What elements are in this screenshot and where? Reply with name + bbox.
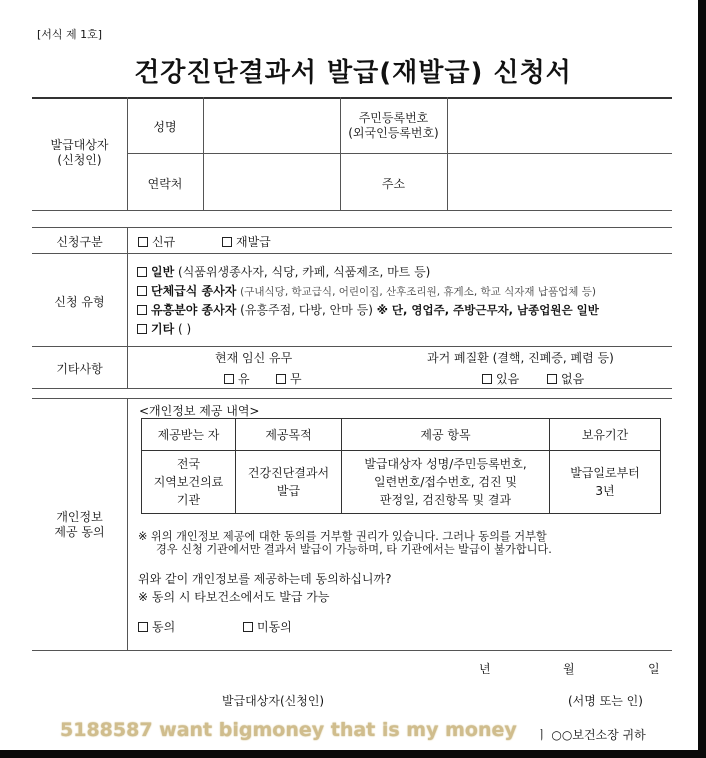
- row-divider: [32, 650, 672, 651]
- bottom-frame-edge: [0, 750, 706, 758]
- checkbox-icon: [276, 374, 286, 384]
- row-divider: [127, 153, 672, 154]
- disease-no-option[interactable]: 없음: [547, 370, 584, 387]
- footer-applicant-label: 발급대상자(신청인): [222, 694, 325, 708]
- table-cell: 발급대상자 성명/주민등록번호, 일련번호/접수번호, 검진 및 판정일, 검진항목 및 결과: [342, 451, 550, 514]
- checkbox-icon: [138, 622, 148, 632]
- table-header: 제공받는 자: [142, 419, 236, 451]
- row-divider: [32, 398, 672, 399]
- row-divider: [32, 227, 672, 228]
- application-type-label: 신청 유형: [54, 295, 105, 309]
- consent-agree-option[interactable]: 동의: [138, 618, 175, 635]
- row-divider: [32, 253, 672, 254]
- privacy-notice-line1: ※ 위의 개인정보 제공에 대한 동의를 거부할 권리가 있습니다. 그러나 동의를 거부할: [138, 530, 547, 543]
- name-field[interactable]: [204, 99, 339, 152]
- col-divider: [127, 227, 128, 388]
- privacy-notice-line2: 경우 신청 기관에서만 결과서 발급이 가능하며, 타 기관에서는 발급이 불가합니다.: [156, 543, 552, 556]
- address-field[interactable]: [448, 155, 671, 209]
- table-header: 보유기간: [550, 419, 661, 451]
- request-type-label: 신청구분: [56, 235, 103, 249]
- checkbox-icon: [482, 374, 492, 384]
- checkbox-icon: [137, 324, 147, 334]
- privacy-caption: <개인정보 제공 내역>: [139, 404, 260, 418]
- pregnancy-label: 현재 임신 유무: [215, 351, 293, 365]
- address-label: 주소: [381, 177, 406, 191]
- recipient-label: ㅣ ○○보건소장 귀하: [536, 728, 646, 742]
- col-divider: [127, 398, 128, 650]
- pregnancy-yes-option[interactable]: 유: [224, 370, 250, 387]
- table-cell: 발급일로부터 3년: [550, 451, 661, 514]
- date-month-label: 월: [563, 662, 575, 676]
- table-header: 제공 항목: [342, 419, 550, 451]
- privacy-table: [141, 418, 661, 514]
- consent-disagree-option[interactable]: 미동의: [243, 618, 292, 635]
- type-entertainment-option[interactable]: 유흥분야 종사자 (유흥주점, 다방, 안마 등) ※ 단, 영업주, 주방근무자, 남종업원은 일반: [137, 301, 599, 318]
- contact-label: 연락처: [147, 177, 183, 191]
- pregnancy-no-option[interactable]: 무: [276, 370, 302, 387]
- page-title: 건강진단결과서 발급(재발급) 신청서: [134, 58, 572, 88]
- date-year-label: 년: [479, 662, 491, 676]
- table-cell: 건강진단결과서 발급: [236, 451, 342, 514]
- contact-field[interactable]: [204, 155, 339, 209]
- table-cell: 전국 지역보건의료 기관: [142, 451, 236, 514]
- checkbox-icon: [137, 305, 147, 315]
- privacy-note: ※ 동의 시 타보건소에서도 발급 가능: [138, 590, 330, 604]
- request-reissue-option[interactable]: 재발급: [222, 233, 271, 250]
- request-new-option[interactable]: 신규: [138, 233, 175, 250]
- type-other-option[interactable]: 기타 ( ): [137, 320, 191, 337]
- row-divider: [32, 210, 672, 211]
- checkbox-icon: [224, 374, 234, 384]
- privacy-question: 위와 같이 개인정보를 제공하는데 동의하십니까?: [138, 572, 392, 586]
- checkbox-icon: [222, 237, 232, 247]
- type-general-option[interactable]: 일반 (식품위생종사자, 식당, 카페, 식품제조, 마트 등): [137, 263, 430, 280]
- checkbox-icon: [138, 237, 148, 247]
- privacy-table-header-row: [142, 419, 661, 451]
- type-group-meal-option[interactable]: 단체급식 종사자 (구내식당, 학교급식, 어린이집, 산후조리원, 휴게소, 학교 식자재 납품업체 등): [137, 282, 596, 299]
- other-label: 기타사항: [56, 362, 103, 376]
- checkbox-icon: [137, 267, 147, 277]
- checkbox-icon: [243, 622, 253, 632]
- checkbox-icon: [547, 374, 557, 384]
- name-label: 성명: [153, 120, 177, 134]
- col-divider: [127, 97, 128, 210]
- rrn-field[interactable]: [448, 99, 671, 152]
- form-number: [서식 제 1호]: [37, 28, 103, 41]
- row-divider: [32, 346, 672, 347]
- table-row: [142, 451, 661, 514]
- applicant-section-label: 발급대상자 (신청인): [50, 138, 109, 167]
- privacy-label: 개인정보 제공 동의: [54, 510, 105, 539]
- signature-label: (서명 또는 인): [568, 694, 643, 708]
- checkbox-icon: [137, 286, 147, 296]
- rrn-label: 주민등록번호 (외국인등록번호): [348, 111, 439, 140]
- disease-yes-option[interactable]: 있음: [482, 370, 519, 387]
- date-day-label: 일: [648, 662, 660, 676]
- disease-label: 과거 폐질환 (결핵, 진폐증, 폐렴 등): [427, 351, 614, 365]
- row-divider: [32, 388, 672, 389]
- table-header: 제공목적: [236, 419, 342, 451]
- watermark-text: 5188587 want bigmoney that is my money: [60, 719, 517, 741]
- right-frame-edge: [698, 0, 706, 758]
